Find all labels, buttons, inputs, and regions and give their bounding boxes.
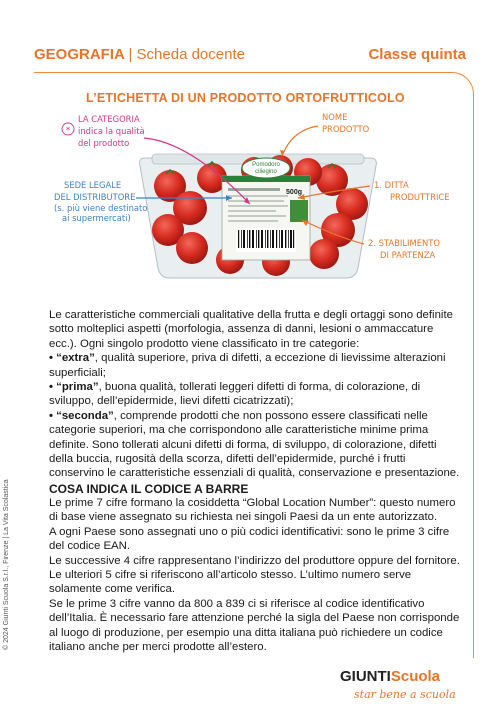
label-weight: 500g	[286, 189, 302, 196]
distributor-line2: DEL DISTRIBUTORE	[54, 192, 136, 202]
barcode-p4: Le ulteriori 5 cifre si riferiscono all’articolo stesso. L’ultimo numero serve solamente come verifica.	[49, 569, 412, 596]
category-prima-text: , buona qualità, tollerati leggeri difetti di forma, di colorazione, di sviluppo, dell’epidermide, lievi difetti cicatrizzati);	[49, 381, 421, 408]
header-subject	[34, 46, 245, 63]
barcode-p1: Le prime 7 cifre formano la cosiddetta “Global Location Number”: questo numero di base viene assegnato su richiesta nei singoli Paesi da un ente autorizzato.	[49, 497, 456, 524]
annotation-product-name	[280, 112, 370, 156]
doc-type-label: Scheda docente	[136, 46, 245, 63]
label-name-line2: ciliegino	[255, 169, 277, 175]
copyright-text: © 2024 Giunti Scuola S.r.l., Firenze | La Vita Scolastica	[3, 479, 10, 650]
distributor-line4: ai supermercati)	[62, 213, 131, 223]
page-title: L’ETICHETTA DI UN PRODOTTO ORTOFRUTTICOLO	[86, 91, 405, 105]
category-extra-text: , qualità superiore, priva di difetti, a eccezione di lievissime alterazioni superficiali;	[49, 352, 446, 379]
category-seconda-label: • “seconda”	[49, 409, 114, 422]
barcode-section-text	[49, 496, 461, 654]
category-prima-label: • “prima”	[49, 381, 99, 394]
category-symbol: *	[65, 126, 71, 136]
plant-line2: DI PARTENZA	[380, 250, 436, 260]
distributor-line3: (s. più viene destinato	[54, 203, 148, 213]
intro-paragraph: Le caratteristiche commerciali qualitative della frutta e degli ortaggi sono definite sotto molteplici aspetti (morfologia, assenza di danni, lesioni o ammaccature ecc.). Ogni singolo prodotto viene classificato in tre categorie:	[49, 309, 453, 350]
class-label: Classe quinta	[368, 46, 466, 63]
category-extra-label: • “extra”	[49, 352, 95, 365]
distributor-line1: SEDE LEGALE	[64, 180, 122, 190]
label-name-line1: Pomodoro	[252, 162, 280, 168]
page-header	[0, 0, 500, 64]
barcode-p2: A ogni Paese sono assegnati uno o più codici identificativi: sono le prime 3 cifre del codice EAN.	[49, 525, 450, 553]
category-line1: LA CATEGORIA	[78, 114, 140, 124]
logo-giunti: GIUNTI	[340, 668, 391, 685]
category-line3: del prodotto	[78, 138, 130, 148]
categories-text	[49, 308, 461, 481]
product-label-illustration	[40, 108, 470, 296]
copyright-note	[3, 479, 15, 662]
category-line2: indica la qualità	[78, 126, 145, 136]
category-prima	[49, 380, 461, 409]
logo-scuola: Scuola	[390, 668, 441, 685]
header-separator: |	[128, 46, 133, 63]
logo-tagline: star bene a scuola	[354, 688, 456, 701]
barcode-p3: Le successive 4 cifre rappresentano l’indirizzo del produttore oppure del fornitore.	[49, 554, 460, 567]
publisher-logo[interactable]	[340, 664, 480, 710]
name-line1: NOME	[322, 112, 348, 122]
category-extra	[49, 351, 461, 380]
barcode-section-title: COSA INDICA IL CODICE A BARRE	[49, 482, 249, 496]
name-line2: PRODOTTO	[322, 124, 370, 134]
barcode-p5: Se le prime 3 cifre vanno da 800 a 839 ci si riferisce al codice identificativo dell’Italia. È necessario fare attenzione perché la sigla del Paese non corrisponde al luogo di produzione, per esempio una ditta italiana può richiedere un codice italiano anche per merci prodotte all’estero.	[49, 597, 460, 654]
category-seconda	[49, 409, 461, 481]
logo-wordmark	[340, 668, 440, 685]
producer-line2: PRODUTTRICE	[390, 192, 450, 202]
plant-line1: 2. STABILIMENTO	[368, 238, 441, 248]
category-seconda-text: , comprende prodotti che non possono essere classificati nelle categorie superiori, ma che corrispondono alle caratteristiche minime prima definite. Sono tollerati alcuni difetti di forma, di sviluppo, di colorazione, difetti della buccia, rugosità della scorza, difetti dell’epidermide, purché i frutti conservino le caratteristiche essenziali di qualità, conservazione e presentazione.	[49, 409, 460, 480]
barcode-graphic	[236, 228, 296, 252]
subject-label: GEOGRAFIA	[34, 46, 125, 63]
producer-line1: 1. DITTA	[374, 180, 409, 190]
